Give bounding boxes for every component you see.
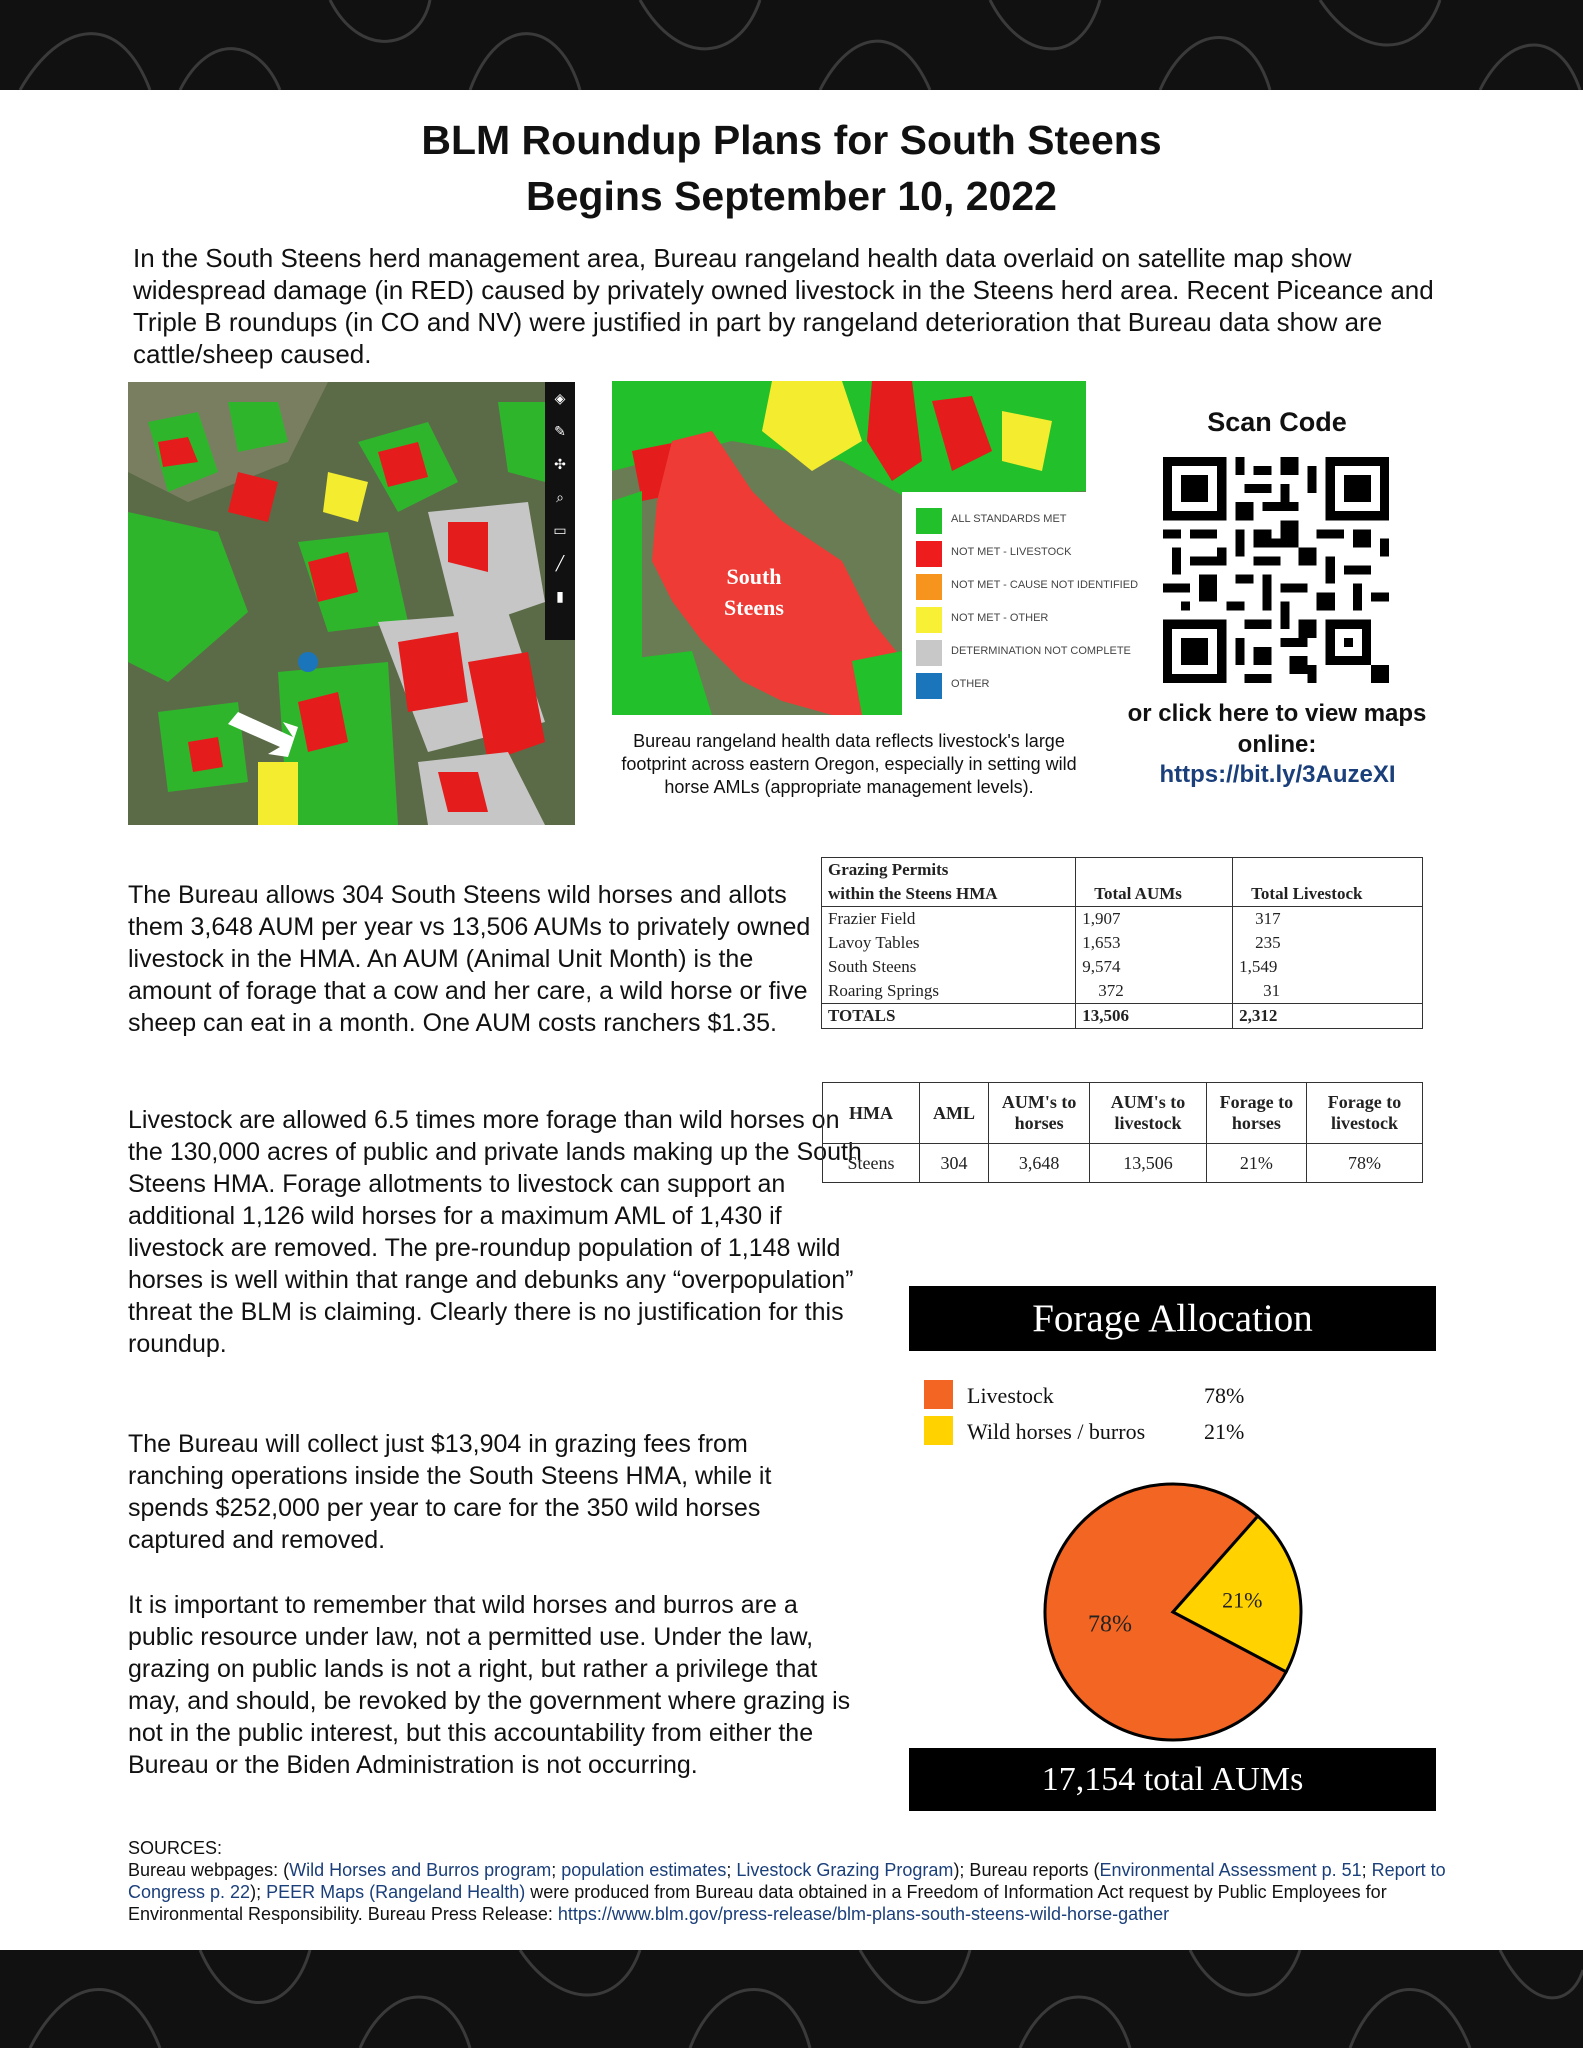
table-row: Lavoy Tables 1,653 235 <box>822 931 1423 955</box>
zoom-icon[interactable]: ⌕ <box>556 489 564 505</box>
topographic-pattern <box>0 0 1583 90</box>
body-paragraph-forage: Livestock are allowed 6.5 times more forage than wild horses on the 130,000 acres of public and private lands making up the South Steens HMA. Forage allotments to livestock can support an additional 1,126 wild horses for a maximum AML of 1,430 if livestock are removed. The pre-roundup population of 1,148 wild horses is well within that range and debunks any “overpopulation” threat the BLM is claiming. Clearly there is no justification for this roundup. <box>128 1106 862 1358</box>
table-header: AUM's to horses <box>989 1083 1090 1144</box>
basemap-icon[interactable]: ▭ <box>553 522 567 538</box>
topographic-pattern <box>0 1950 1583 2048</box>
intro-paragraph: In the South Steens herd management area, Bureau rangeland health data overlaid on satellite map show widespread damage (in RED) caused by privately owned livestock in the Steens herd area. Recent Piceance and Triple B roundups (in CO and NV) were justified in part by rangeland deterioration that Bureau data show are cattle/sheep caused. <box>133 243 1434 369</box>
scan-code-title: Scan Code <box>1207 407 1347 437</box>
table-row: Steens 304 3,648 13,506 21% 78% <box>823 1144 1423 1183</box>
table-header-total-aums: Total AUMs <box>1076 858 1233 907</box>
link-environmental-assessment[interactable]: Environmental Assessment p. 51 <box>1099 1860 1362 1880</box>
table-header: AML <box>920 1083 989 1144</box>
bookmark-icon[interactable]: ▮ <box>556 588 564 604</box>
forage-allocation-title: Forage Allocation <box>909 1286 1436 1351</box>
body-paragraph-aum: The Bureau allows 304 South Steens wild horses and allots them 3,648 AUM per year vs 13,506 AUMs to privately owned livestock in the HMA. An AUM (Animal Unit Month) is the amount of forage that a cow and her care, a wild horse or five sheep can eat in a month. One AUM costs ranchers $1.35. <box>128 881 811 1037</box>
map-label-steens: Steens <box>724 595 784 620</box>
hma-allocation-table <box>822 1082 1423 1183</box>
link-report-to-congress[interactable]: Report to Congress p. 22 <box>128 1860 1446 1902</box>
table-header-total-livestock: Total Livestock <box>1233 858 1423 907</box>
bottom-decorative-band <box>0 1950 1583 2048</box>
pie-data-label-wild-horses: 21% <box>1222 1587 1263 1613</box>
table-row: South Steens 9,574 1,549 <box>822 955 1423 979</box>
legend-label: Wild horses / burros <box>967 1419 1146 1444</box>
legend-label: Livestock <box>967 1383 1054 1408</box>
legend-swatch <box>916 607 942 633</box>
legend-label: NOT MET - LIVESTOCK <box>951 546 1072 558</box>
legend-swatch <box>924 1416 953 1445</box>
legend-label: NOT MET - OTHER <box>951 612 1049 624</box>
legend-label: DETERMINATION NOT COMPLETE <box>951 645 1131 657</box>
ruler-icon[interactable]: ╱ <box>555 555 565 571</box>
page-title <box>0 112 1583 224</box>
legend-swatch <box>916 673 942 699</box>
sources-text: Bureau webpages: (Wild Horses and Burros program; population estimates; Livestock Grazing Program); Bureau reports (Environmental Assessment p. 51; Report to Congress p. 22); PEER Maps (Rangeland Health) were produced from Bureau data obtained in a Freedom of Information Act request by Public Employees for Environmental Responsibility. Bureau Press Release: https://www.blm.gov/press-release/blm-plans-south-steens-wild-horse-gather <box>128 1860 1446 1924</box>
qr-code[interactable] <box>1163 457 1389 683</box>
table-row: Roaring Springs 372 31 <box>822 979 1423 1004</box>
table-header-permits: Grazing Permits within the Steens HMA <box>822 858 1076 907</box>
map-caption: Bureau rangeland health data reflects livestock's large footprint across eastern Oregon, especially in setting wild horse AMLs (appropriate management levels). <box>621 731 1077 797</box>
link-population-estimates[interactable]: population estimates <box>561 1860 727 1880</box>
satellite-map[interactable] <box>128 382 575 825</box>
table-header: AUM's to livestock <box>1090 1083 1206 1144</box>
measure-icon[interactable]: ✣ <box>554 456 566 472</box>
pie-data-label-livestock: 78% <box>1088 1611 1133 1638</box>
body-paragraph-fees: The Bureau will collect just $13,904 in grazing fees from ranching operations inside the South Steens HMA, while it spends $252,000 per year to care for the 350 wild horses captured and removed. <box>128 1430 772 1554</box>
table-header: HMA <box>823 1083 920 1144</box>
legend-label: ALL STANDARDS MET <box>951 513 1067 525</box>
legend-swatch <box>916 508 942 534</box>
sources-heading: SOURCES: <box>128 1838 223 1858</box>
title-line-2: Begins September 10, 2022 <box>526 173 1057 219</box>
link-livestock-grazing-program[interactable]: Livestock Grazing Program <box>736 1860 954 1880</box>
table-row: Frazier Field 1,907 317 <box>822 907 1423 932</box>
title-line-1: BLM Roundup Plans for South Steens <box>421 117 1162 163</box>
legend-percent: 21% <box>1204 1419 1245 1444</box>
forage-pie-chart <box>1040 1479 1306 1745</box>
legend-swatch <box>916 541 942 567</box>
map-label-south: South <box>726 564 782 589</box>
maps-online-link[interactable]: https://bit.ly/3AuzeXI <box>1159 761 1396 788</box>
legend-percent: 78% <box>1204 1383 1245 1408</box>
draw-icon[interactable]: ✎ <box>554 423 566 439</box>
legend-swatch <box>924 1380 953 1409</box>
legend-label: NOT MET - CAUSE NOT IDENTIFIED <box>951 579 1139 591</box>
link-wild-horses-program[interactable]: Wild Horses and Burros program <box>289 1860 552 1880</box>
forage-total-aums: 17,154 total AUMs <box>909 1748 1436 1811</box>
table-header: Forage to livestock <box>1307 1083 1423 1144</box>
table-row-totals: TOTALS 13,506 2,312 <box>822 1004 1423 1029</box>
top-decorative-band <box>0 0 1583 90</box>
table-header: Forage to horses <box>1206 1083 1306 1144</box>
grazing-permits-table <box>821 857 1423 1029</box>
legend-swatch <box>916 640 942 666</box>
body-paragraph-public-resource: It is important to remember that wild horses and burros are a public resource under law, not a permitted use. Under the law, grazing on public lands is not a right, but rather a privilege that may, and should, be revoked by the government where grazing is not in the public interest, but this accountability from either the Bureau or the Biden Administration is not occurring. <box>128 1591 851 1779</box>
satellite-map-image <box>128 382 575 825</box>
link-peer-maps[interactable]: PEER Maps (Rangeland Health) <box>266 1882 526 1902</box>
map-legend <box>902 492 1142 722</box>
layers-icon[interactable]: ◈ <box>554 390 566 406</box>
link-blm-press-release[interactable]: https://www.blm.gov/press-release/blm-plans-south-steens-wild-horse-gather <box>557 1904 1170 1924</box>
legend-swatch <box>916 574 942 600</box>
map-toolbar <box>545 382 575 640</box>
sources-section <box>128 1837 1488 1925</box>
scan-code-text: or click here to view maps online: <box>1127 700 1427 758</box>
legend-label: OTHER <box>951 678 990 690</box>
